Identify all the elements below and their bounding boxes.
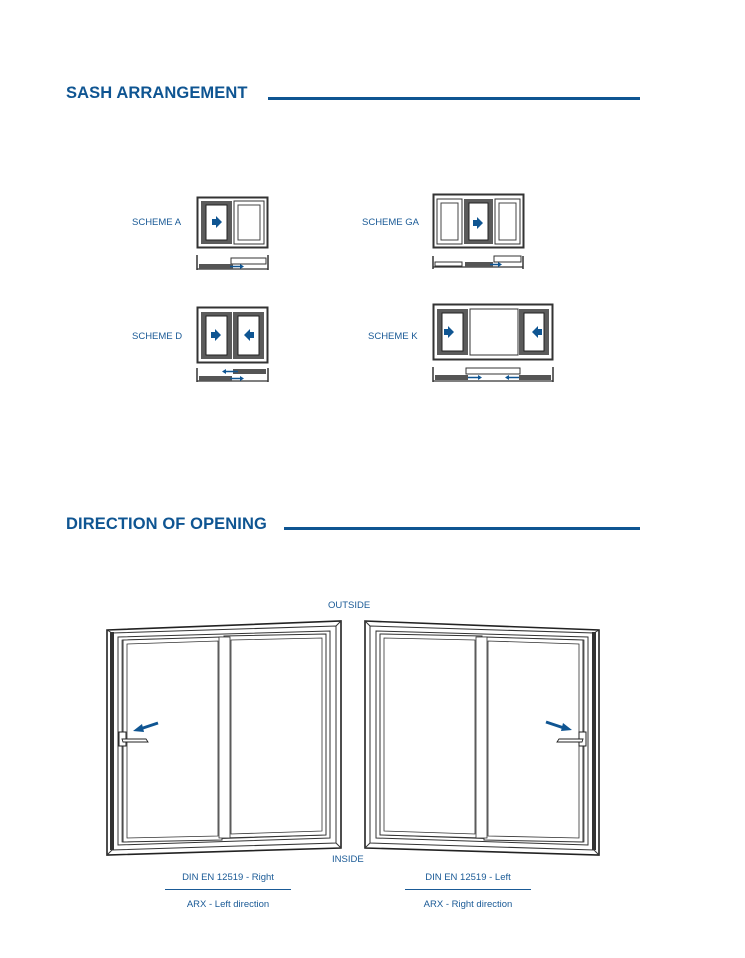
scheme-k-diagram (432, 303, 557, 388)
left-window-drawing (104, 618, 344, 858)
outside-label: OUTSIDE (328, 600, 371, 611)
section-title-sash-arrangement: SASH ARRANGEMENT (66, 84, 248, 102)
scheme-ga-diagram (432, 193, 527, 273)
left-window-arx-label: ARX - Left direction (186, 899, 270, 910)
inside-label: INSIDE (332, 854, 364, 865)
right-window-standard-label: DIN EN 12519 - Left (425, 872, 511, 883)
caption-rule (165, 889, 291, 890)
scheme-ga-label: SCHEME GA (362, 217, 420, 228)
scheme-a-label: SCHEME A (132, 217, 182, 228)
scheme-a-diagram (196, 196, 276, 276)
left-window-standard-label: DIN EN 12519 - Right (182, 872, 274, 883)
scheme-d-diagram (196, 306, 276, 386)
scheme-d-label: SCHEME D (132, 331, 183, 342)
section-rule (268, 97, 640, 100)
section-title-direction-of-opening: DIRECTION OF OPENING (66, 515, 267, 533)
right-window-arx-label: ARX - Right direction (423, 899, 513, 910)
caption-rule (405, 889, 531, 890)
section-rule (284, 527, 640, 530)
scheme-k-label: SCHEME K (368, 331, 418, 342)
right-window-drawing (362, 618, 602, 858)
